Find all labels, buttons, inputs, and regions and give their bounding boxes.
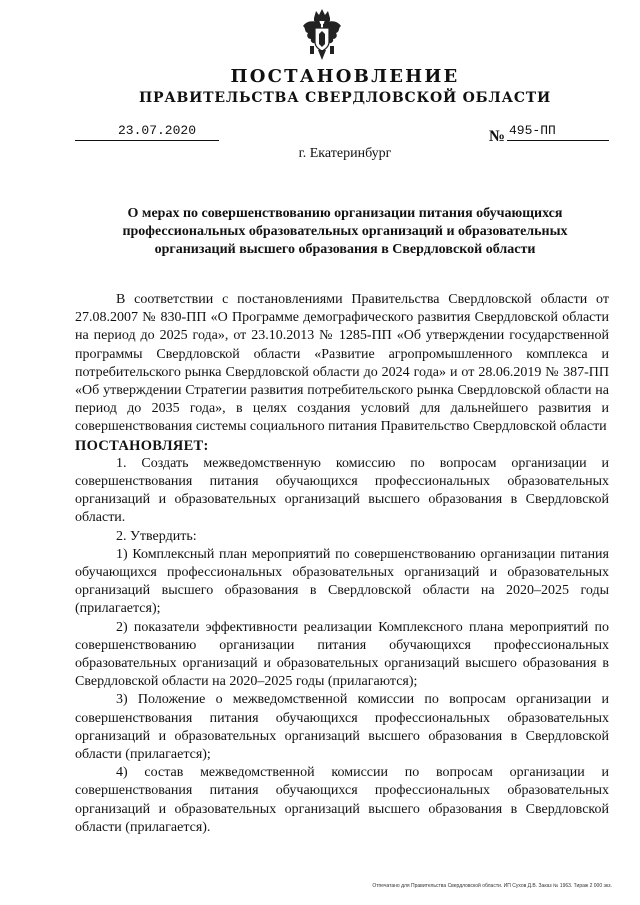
number-sign: № [489, 128, 506, 145]
document-type-heading: ПОСТАНОВЛЕНИЕ [230, 66, 460, 87]
decree-word: ПОСТАНОВЛЯЕТ: [75, 437, 209, 454]
print-footnote: Отпечатано для Правительства Свердловской области. ИП Сухов Д.В. Заказ № 1963. Тираж 2 000 экз. [372, 883, 612, 889]
issuing-city: г. Екатеринбург [298, 146, 392, 161]
subclause-2-3: 3) Положение о межведомственной комиссии по вопросам организации и совершенствования питания обучающихся профессиональных образовательных организаций и образовательных организаций высшего образования в Свердловской области (прилагается); [75, 692, 609, 763]
date-underline [75, 140, 219, 141]
document-title-line: организаций высшего образования в Свердловской области [154, 242, 536, 257]
subclause-2-2: 2) показатели эффективности реализации Комплексного плана мероприятий по совершенствованию организации питания обучающихся профессиональных образовательных организаций и образовательных организаций высшего образования в Свердловской области на 2020–2025 годы (прилагаются); [75, 619, 609, 690]
document-title-line: О мерах по совершенствованию организации питания обучающихся [127, 206, 563, 221]
document-title [90, 205, 600, 259]
preamble-paragraph: В соответствии с постановлениями Правительства Свердловской области от 27.08.2007 № 830-ПП «О Программе демографического развития Свердловской области на период до 2025 года», от 23.10.2013 № 1285-ПП «Об утверждении государственной программы Свердловской области «Развитие агропромышленного комплекса и потребительского рынка Свердловской области до 2024 года» и от 28.06.2019 № 387-ПП «Об утверждении Стратегии развития потребительского рынка Свердловской области на период до 2035 года», в целях создания условий для дальнейшего развития и совершенствования системы социального питания Правительство Свердловской области [75, 292, 609, 435]
document-date: 23.07.2020 [118, 123, 197, 138]
document-number: 495-ПП [509, 123, 556, 138]
clause-2: 2. Утвердить: [116, 528, 197, 544]
issuing-authority-heading: ПРАВИТЕЛЬСТВА СВЕРДЛОВСКОЙ ОБЛАСТИ [138, 90, 552, 106]
document-title-line: профессиональных образовательных организаций и образовательных [122, 224, 568, 239]
coat-of-arms-icon [301, 6, 343, 62]
subclause-2-1: 1) Комплексный план мероприятий по совершенствованию организации питания обучающихся профессиональных образовательных организаций и образовательных организаций высшего образования в Свердловской области на 2020–2025 годы (прилагается); [75, 546, 609, 617]
document-body [75, 291, 609, 837]
clause-1: 1. Создать межведомственную комиссию по вопросам организации и совершенствования питания обучающихся профессиональных образовательных организаций и образовательных организаций высшего образования в Свердловской области. [75, 455, 609, 526]
number-underline [507, 140, 609, 141]
subclause-2-4: 4) состав межведомственной комиссии по вопросам организации и совершенствования питания обучающихся профессиональных образовательных организаций и образовательных организаций высшего образования в Свердловской области (прилагается). [75, 765, 609, 835]
